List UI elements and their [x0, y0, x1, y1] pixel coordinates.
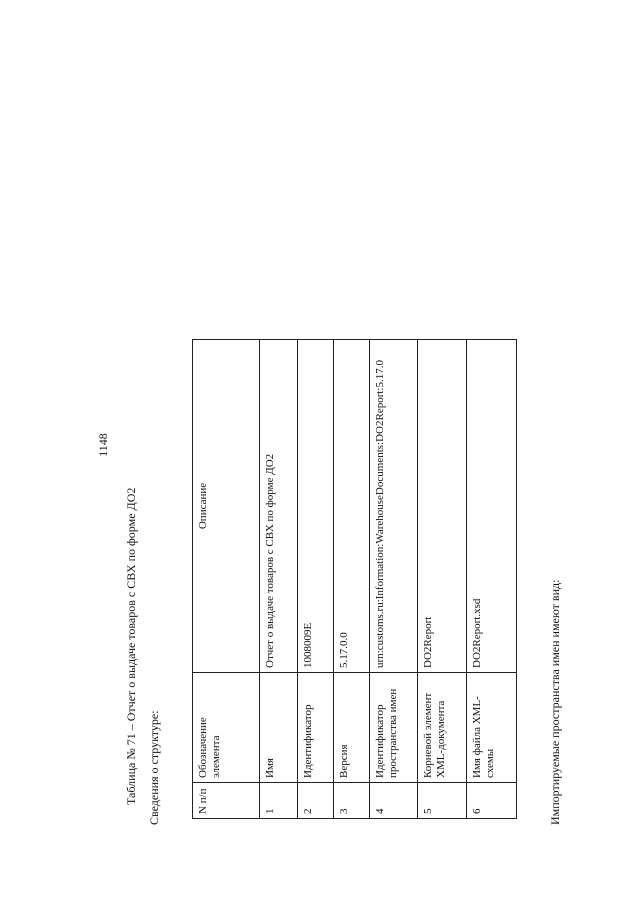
row-description: DO2Report: [418, 340, 467, 673]
row-description: Отчет о выдаче товаров с СВХ по форме ДО2: [260, 340, 298, 673]
header-num: N п/п: [193, 783, 260, 819]
page-number: 1148: [96, 433, 110, 457]
table-row: [298, 340, 334, 819]
header-element-name: Обозначение элемента: [193, 673, 260, 783]
row-num: 2: [298, 783, 334, 819]
table-row: [467, 340, 517, 819]
row-element-name: Имя: [260, 673, 298, 783]
row-num: 6: [467, 783, 517, 819]
table-row: [418, 340, 467, 819]
row-num: 5: [418, 783, 467, 819]
table-caption: Таблица № 71 – Отчет о выдаче товаров с СВХ по форме ДО2: [124, 487, 138, 805]
row-element-name: Имя файла XML-схемы: [467, 673, 517, 783]
table-header-row: [193, 340, 260, 819]
row-description: urn:customs.ru:Information:WarehouseDocuments:DO2Report:5.17.0: [370, 340, 418, 673]
row-description: DO2Report.xsd: [467, 340, 517, 673]
header-description: Описание: [193, 340, 260, 673]
row-num: 1: [260, 783, 298, 819]
table-row: [260, 340, 298, 819]
row-num: 4: [370, 783, 418, 819]
row-element-name: Версия: [334, 673, 370, 783]
row-element-name: Идентификатор пространства имен: [370, 673, 418, 783]
row-num: 3: [334, 783, 370, 819]
table-row: [334, 340, 370, 819]
row-element-name: Корневой элемент XML-документа: [418, 673, 467, 783]
structure-table: [192, 339, 517, 819]
structure-intro-text: Сведения о структуре:: [147, 710, 161, 825]
row-element-name: Идентификатор: [298, 673, 334, 783]
row-description: 5.17.0.0: [334, 340, 370, 673]
row-description: 1008009E: [298, 340, 334, 673]
table-row: [370, 340, 418, 819]
imports-intro-text: Импортируемые пространства имен имеют вид:: [548, 579, 562, 825]
